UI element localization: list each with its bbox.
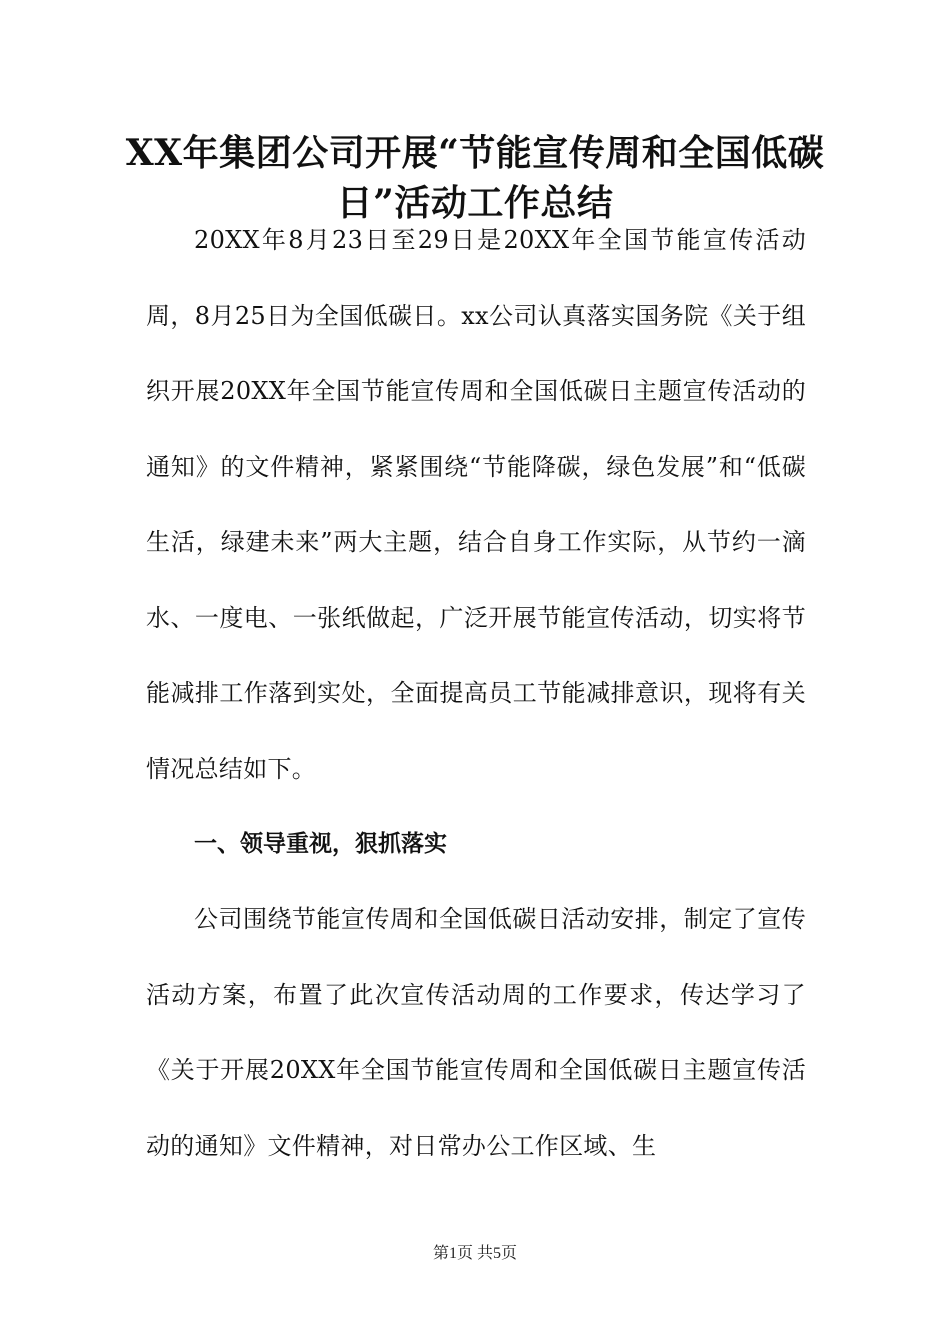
- section-heading: 一、领导重视，狠抓落实: [194, 831, 447, 857]
- document-body: [146, 203, 806, 1184]
- intro-paragraph: 20XX年8月23日至29日是20XX年全国节能宣传活动周，8月25日为全国低碳日。xx公司认真落实国务院《关于组织开展20XX年全国节能宣传周和全国低碳日主题宣传活动的通知》的文件精神，紧紧围绕“节能降碳，绿色发展”和“低碳生活，绿建未来”两大主题，结合自身工作实际，从节约一滴水、一度电、一张纸做起，广泛开展节能宣传活动，切实将节能减排工作落到实处，全面提高员工节能减排意识，现将有关情况总结如下。: [146, 226, 806, 783]
- section-paragraph: 公司围绕节能宣传周和全国低碳日活动安排，制定了宣传活动方案，布置了此次宣传活动周的工作要求，传达学习了《关于开展20XX年全国节能宣传周和全国低碳日主题宣传活动的通知》文件精神，对日常办公工作区域、生: [146, 905, 806, 1160]
- page-footer: 第1页 共5页: [432, 1245, 517, 1262]
- document-title: XX年集团公司开展“节能宣传周和全国低碳日”活动工作总结: [125, 132, 825, 224]
